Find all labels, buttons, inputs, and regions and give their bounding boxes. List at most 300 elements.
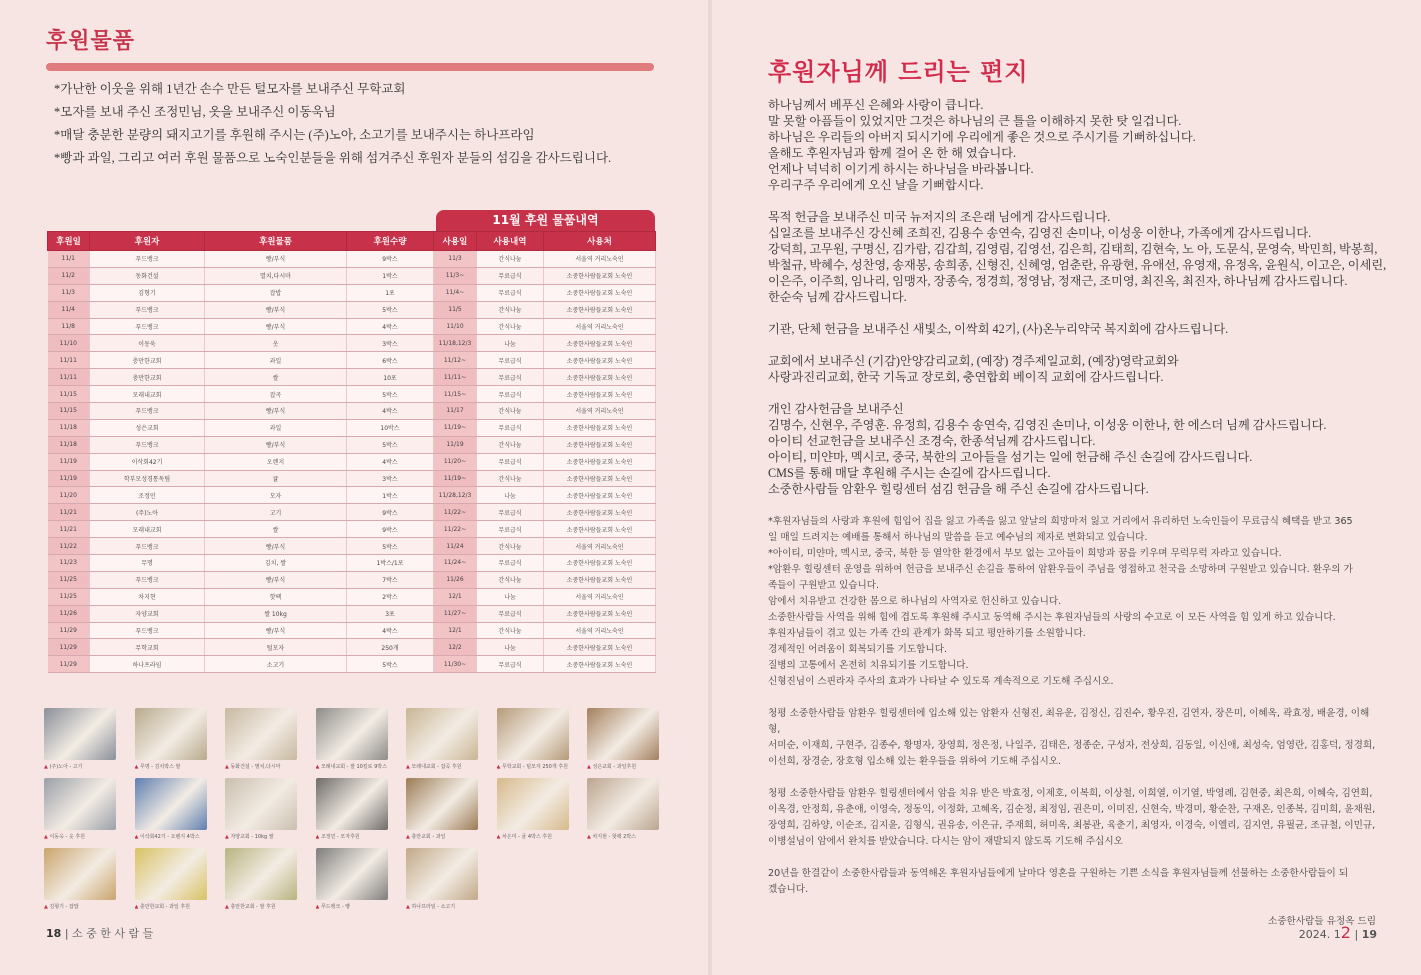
triangle-icon: ▲ — [315, 764, 321, 770]
table-cell: 옷 — [205, 335, 347, 352]
table-cell: 무명 — [90, 555, 205, 572]
table-cell: 서울역 거리노숙인 — [544, 318, 656, 335]
notes-line: 이병설님이 암에서 완치를 받았습니다. 다시는 암이 재발되지 않도록 기도해 주십시오 — [768, 836, 1123, 847]
table-cell: 차지현 — [90, 588, 205, 605]
table-cell: 12/1 — [434, 622, 477, 639]
notes-line: 이옥경, 안정희, 유춘애, 이영숙, 정동익, 이정화, 고혜옥, 김순정, 최정임, 권은미, 이미진, 신현숙, 박경미, 황순찬, 구재온, 인종복, 김미희, 윤채원, — [768, 804, 1376, 815]
photo-caption-text: 동화건설 - 멸치,다시마 — [230, 764, 281, 770]
table-cell: 11/29 — [48, 656, 90, 673]
table-cell: 빵/부식 — [205, 251, 347, 268]
table-cell: 무료급식 — [477, 369, 544, 386]
triangle-icon: ▲ — [406, 834, 412, 840]
table-cell: 간식나눔 — [477, 622, 544, 639]
triangle-icon: ▲ — [496, 834, 502, 840]
table-cell: 11/30~ — [434, 656, 477, 673]
photo-item — [587, 778, 659, 840]
table-cell: 푸드뱅크 — [90, 436, 205, 453]
table-cell: 핫팩 — [205, 588, 347, 605]
intro-block — [54, 78, 664, 170]
table-cell: 동화건설 — [90, 267, 205, 284]
table-row — [48, 453, 656, 470]
table-cell: 자양교회 — [90, 605, 205, 622]
table-cell: 빵/부식 — [205, 318, 347, 335]
table-cell: 1박스/1포 — [347, 555, 434, 572]
table-cell: 3박스 — [347, 335, 434, 352]
table-cell: 빵/부식 — [205, 622, 347, 639]
table-row — [48, 267, 656, 284]
table-header-cell: 사용처 — [544, 232, 656, 251]
photo-caption-text: 무명 - 김치박스 쌀 — [139, 764, 181, 770]
table-cell: 푸드뱅크 — [90, 538, 205, 555]
table-cell: 6박스 — [347, 352, 434, 369]
donation-photo — [587, 778, 659, 830]
folio-separator: | — [1354, 928, 1362, 941]
photo-item — [587, 708, 659, 770]
table-cell: 무료급식 — [477, 284, 544, 301]
triangle-icon: ▲ — [134, 834, 140, 840]
table-cell: 11/4 — [48, 301, 90, 318]
table-cell: 털모자 — [205, 639, 347, 656]
table-cell: 간식나눔 — [477, 318, 544, 335]
table-cell: 귤 — [205, 470, 347, 487]
table-cell: 5박스 — [347, 656, 434, 673]
table-cell: 소중한사람들교회 노숙인 — [544, 504, 656, 521]
table-cell: 3포 — [347, 605, 434, 622]
table-cell: 11/3 — [48, 284, 90, 301]
table-cell: 11/18,12/3 — [434, 335, 477, 352]
table-cell: 소고기 — [205, 656, 347, 673]
photo-caption-text: 자양교회 - 10kg 쌀 — [230, 834, 274, 840]
table-cell: 9박스 — [347, 521, 434, 538]
table-row — [48, 639, 656, 656]
table-cell: 성은교회 — [90, 419, 205, 436]
table-cell: 11/23 — [48, 555, 90, 572]
notes-line: *암환우 힐링센터 운영을 위하여 헌금을 보내주신 손길을 통하여 암환우들이 주님을 영접하고 천국을 소망하며 구원받고 있습니다. 환우의 가 — [768, 564, 1353, 575]
photo-item — [135, 708, 207, 770]
table-body — [48, 251, 656, 673]
photo-item — [406, 708, 478, 770]
table-cell: 과일 — [205, 352, 347, 369]
table-cell: 간식나눔 — [477, 436, 544, 453]
table-cell: 11/15 — [48, 403, 90, 420]
donation-photo — [44, 708, 116, 760]
table-cell: 11/8 — [48, 318, 90, 335]
table-cell: 김형기 — [90, 284, 205, 301]
table-row — [48, 386, 656, 403]
photo-item — [135, 778, 207, 840]
triangle-icon: ▲ — [587, 834, 593, 840]
triangle-icon: ▲ — [315, 904, 321, 910]
table-cell: 소중한사람들교회 노숙인 — [544, 436, 656, 453]
photo-caption — [316, 833, 388, 840]
table-cell: 소중한사람들교회 노숙인 — [544, 301, 656, 318]
letter-line: 개인 감사헌금을 보내주신 — [768, 402, 904, 416]
table-row — [48, 538, 656, 555]
photo-caption — [225, 833, 297, 840]
table-cell: 소중한사람들교회 노숙인 — [544, 487, 656, 504]
letter-line: 언제나 넉넉히 이기게 하시는 하나님을 바라봅니다. — [768, 162, 1034, 176]
donation-table — [47, 231, 656, 673]
table-cell: 무료급식 — [477, 555, 544, 572]
table-cell: 소중한사람들교회 노숙인 — [544, 470, 656, 487]
notes-line: 신형진님이 스핀라자 주사의 효과가 나타날 수 있도록 계속적으로 기도해 주십시오. — [768, 676, 1114, 687]
table-cell: 소중한사람들교회 노숙인 — [544, 605, 656, 622]
photo-caption — [44, 763, 116, 770]
photo-caption-text: 조정민 - 모자후원 — [320, 834, 360, 840]
table-cell: 11/19~ — [434, 419, 477, 436]
photo-item — [135, 848, 207, 910]
table-cell: 11/2 — [48, 267, 90, 284]
table-cell: 11/3 — [434, 251, 477, 268]
table-cell: 소중한사람들교회 노숙인 — [544, 267, 656, 284]
letter-line: 기관, 단체 헌금을 보내주신 새빛소, 이싹회 42기, (사)온누리약국 복지회에 감사드립니다. — [768, 322, 1229, 336]
photo-caption — [44, 903, 116, 910]
table-cell: 서울역 거리노숙인 — [544, 403, 656, 420]
photo-caption — [135, 833, 207, 840]
table-cell: 이삭회42기 — [90, 453, 205, 470]
notes-line: 후원자님들이 겪고 있는 가족 간의 관계가 화목 되고 평안하기를 소원합니다. — [768, 628, 1086, 639]
table-row — [48, 555, 656, 572]
letter-line: 소중한사람들 암환우 힐링센터 섬김 헌금을 해 주신 손길에 감사드립니다. — [768, 482, 1149, 496]
triangle-icon: ▲ — [225, 764, 231, 770]
table-cell: 11/20 — [48, 487, 90, 504]
table-cell: 무학교회 — [90, 639, 205, 656]
letter-line: CMS를 통해 매달 후원해 주시는 손길에 감사드립니다. — [768, 466, 1051, 480]
letter-paragraph — [768, 401, 1383, 497]
photo-item — [316, 778, 388, 840]
photo-caption — [225, 903, 297, 910]
table-cell: 11/11~ — [434, 369, 477, 386]
table-cell: 11/11 — [48, 352, 90, 369]
photo-caption-text: 모래내교회 - 쌀 10킬로 9박스 — [320, 764, 387, 770]
section-title: 후원물품 — [46, 29, 136, 54]
intro-line: *가난한 이웃을 위해 1년간 손수 만든 털모자를 보내주신 무학교회 — [54, 82, 406, 96]
photo-item — [497, 778, 569, 840]
photo-caption-text: 이동욱 - 옷 후원 — [49, 834, 85, 840]
notes-line: 청평 소중한사람들 암환우 힐링센터에 입소해 있는 암환자 신형진, 최유운, 김정신, 김진수, 황우진, 김연자, 장은미, 이혜옥, 곽효정, 배윤경, 이해형, — [768, 708, 1370, 735]
table-header-cell: 후원물품 — [205, 232, 347, 251]
table-row — [48, 419, 656, 436]
table-cell: 4박스 — [347, 453, 434, 470]
table-cell: 소중한사람들교회 노숙인 — [544, 352, 656, 369]
table-cell: 2박스 — [347, 588, 434, 605]
table-cell: 12/1 — [434, 588, 477, 605]
table-row — [48, 284, 656, 301]
letter-line: 하나님은 우리들의 아버지 되시기에 우리에게 좋은 것으로 주시기를 기뻐하십니다. — [768, 130, 1196, 144]
table-cell: 11/19 — [48, 470, 90, 487]
table-cell: 모자 — [205, 487, 347, 504]
notes-line: 암에서 치유받고 건강한 몸으로 하나님의 사역자로 헌신하고 있습니다. — [768, 596, 1062, 607]
left-page — [0, 0, 710, 975]
table-cell: 빵/부식 — [205, 403, 347, 420]
table-cell: 11/26 — [434, 571, 477, 588]
table-row — [48, 470, 656, 487]
table-cell: 고기 — [205, 504, 347, 521]
table-cell: 무료급식 — [477, 504, 544, 521]
table-cell: 빵/부식 — [205, 571, 347, 588]
photo-caption-text: 충만교회 - 과일 — [411, 834, 446, 840]
table-cell: 250개 — [347, 639, 434, 656]
letter-line: 말 못할 아픔들이 있었지만 그것은 하나님의 큰 틀을 이해하지 못한 탓 일겁니다. — [768, 114, 1182, 128]
table-cell: 11/1 — [48, 251, 90, 268]
table-cell: 11/24 — [434, 538, 477, 555]
notes-line: 질병의 고통에서 온전히 치유되기를 기도합니다. — [768, 660, 969, 671]
photo-caption-text: 차지현 - 핫팩 2박스 — [592, 834, 637, 840]
table-cell: 푸드뱅크 — [90, 622, 205, 639]
table-cell: 11/19 — [48, 453, 90, 470]
table-cell: 소중한사람들교회 노숙인 — [544, 656, 656, 673]
table-cell: 쌀 10kg — [205, 605, 347, 622]
table-cell: 충만한교회 — [90, 352, 205, 369]
table-cell: 오렌지 — [205, 453, 347, 470]
table-cell: 소중한사람들교회 노숙인 — [544, 386, 656, 403]
table-row — [48, 571, 656, 588]
donation-photo — [497, 778, 569, 830]
table-cell: 4박스 — [347, 622, 434, 639]
photo-caption-text: 모래내교회 - 잡곡 후원 — [411, 764, 462, 770]
photo-item — [316, 848, 388, 910]
donation-photo — [587, 708, 659, 760]
notes-line: 겠습니다. — [768, 884, 809, 895]
table-cell: 멸치,다시마 — [205, 267, 347, 284]
photo-item — [225, 778, 297, 840]
letter-line: 우리구주 우리에게 오신 날을 기뻐합시다. — [768, 178, 984, 192]
signature: 소중한사람들 유정옥 드림 — [1267, 916, 1376, 927]
intro-line: *모자를 보내 주신 조정민님, 옷을 보내주신 이동욱님 — [54, 105, 336, 119]
photo-caption-text: 이삭회42기 - 오렌지 4박스 — [139, 834, 200, 840]
photo-caption — [44, 833, 116, 840]
table-cell: 1박스 — [347, 267, 434, 284]
table-cell: 빵/부식 — [205, 301, 347, 318]
table-cell: 푸드뱅크 — [90, 318, 205, 335]
donation-photo — [44, 848, 116, 900]
page-number: 18 — [46, 927, 62, 940]
table-row — [48, 335, 656, 352]
letter-line: 올해도 후원자님과 함께 걸어 온 한 해 였습니다. — [768, 146, 1017, 160]
table-cell: 소중한사람들교회 노숙인 — [544, 639, 656, 656]
table-cell: 11/26 — [48, 605, 90, 622]
photo-item — [44, 708, 116, 770]
triangle-icon: ▲ — [134, 904, 140, 910]
table-cell: 소중한사람들교회 노숙인 — [544, 521, 656, 538]
table-cell: 간식나눔 — [477, 301, 544, 318]
table-cell: 푸드뱅크 — [90, 301, 205, 318]
letter-line: 사랑과진리교회, 한국 기독교 장로회, 충연합회 베이직 교회에 감사드립니다. — [768, 370, 1164, 384]
table-cell: 11/20~ — [434, 453, 477, 470]
section-rule — [46, 63, 654, 71]
photo-caption-text: 충만한교회 - 쌀 후원 — [230, 904, 276, 910]
table-cell: 무료급식 — [477, 605, 544, 622]
table-cell: 11/25 — [48, 571, 90, 588]
table-cell: 조정민 — [90, 487, 205, 504]
table-row — [48, 369, 656, 386]
table-cell: 11/21 — [48, 504, 90, 521]
table-row — [48, 436, 656, 453]
table-cell: 11/19~ — [434, 470, 477, 487]
notes-paragraph — [768, 514, 1380, 690]
table-cell: 소중한사람들교회 노숙인 — [544, 571, 656, 588]
photo-caption — [225, 763, 297, 770]
table-cell: 간식나눔 — [477, 403, 544, 420]
photo-caption — [406, 763, 478, 770]
table-cell: 11/25 — [48, 588, 90, 605]
letter-line: 박철규, 박혜수, 성찬영, 송재봉, 송희종, 신형진, 신혜영, 엄춘란, 유광현, 유애선, 유영재, 유정옥, 윤원식, 이고은, 이세린, — [768, 258, 1387, 272]
notes-paragraph — [768, 866, 1380, 898]
table-cell: 11/10 — [434, 318, 477, 335]
triangle-icon: ▲ — [496, 764, 502, 770]
notes-line: 청평 소중한사람들 암환우 힐링센터에서 암을 치유 받은 박효정, 이제호, 이복희, 이상철, 이희열, 이기열, 박영례, 김현중, 최은희, 이혜숙, 김연희, — [768, 788, 1373, 799]
table-cell: 나눔 — [477, 588, 544, 605]
table-row — [48, 301, 656, 318]
photo-caption-text: 성은교회 - 과일후원 — [592, 764, 637, 770]
issue-date-prefix: 2024. 1 — [1298, 928, 1341, 941]
photo-item — [406, 778, 478, 840]
triangle-icon: ▲ — [406, 764, 412, 770]
photo-caption — [497, 763, 569, 770]
table-row — [48, 487, 656, 504]
table-header-cell: 사용내역 — [477, 232, 544, 251]
donation-photo — [135, 848, 207, 900]
donation-photo — [316, 848, 388, 900]
letter-title: 후원자님께 드리는 편지 — [768, 58, 1029, 86]
table-cell: 11/19 — [434, 436, 477, 453]
table-cell: 11/15 — [48, 386, 90, 403]
photo-caption-text: 김형기 - 잡밥 — [49, 904, 79, 910]
table-cell: 학부모성경통독팀 — [90, 470, 205, 487]
photo-caption — [316, 763, 388, 770]
table-cell: 쌀 — [205, 521, 347, 538]
table-caption: 11월 후원 물품내역 — [436, 210, 655, 231]
photo-caption — [135, 903, 207, 910]
table-cell: 11/15~ — [434, 386, 477, 403]
donation-photo — [135, 778, 207, 830]
table-cell: 무료급식 — [477, 267, 544, 284]
table-cell: 3박스 — [347, 470, 434, 487]
photo-caption-text: 푸드뱅크 - 빵 — [320, 904, 351, 910]
photo-caption-text: (주)노아 - 고기 — [49, 764, 83, 770]
table-cell: 충만한교회 — [90, 369, 205, 386]
table-cell: 빵/부식 — [205, 436, 347, 453]
table-cell: 11/22 — [48, 538, 90, 555]
table-cell: 9박스 — [347, 504, 434, 521]
photo-caption — [406, 903, 478, 910]
folio-right — [1299, 923, 1377, 942]
photo-caption — [587, 763, 659, 770]
table-cell: 나눔 — [477, 487, 544, 504]
donation-photo — [135, 708, 207, 760]
photo-item — [497, 708, 569, 770]
table-cell: 11/11 — [48, 369, 90, 386]
table-cell: 소중한사람들교회 노숙인 — [544, 555, 656, 572]
photo-caption — [316, 903, 388, 910]
table-cell: 서울역 거리노숙인 — [544, 538, 656, 555]
table-cell: 서울역 거리노숙인 — [544, 622, 656, 639]
table-cell: 5박스 — [347, 538, 434, 555]
page-number: 19 — [1361, 928, 1377, 941]
letter-line: 김명수, 신현우, 주영훈. 유정희, 김용수 송연숙, 김영진 손미나, 이성웅 이한나, 한 에스더 님께 감사드립니다. — [768, 418, 1327, 432]
table-cell: 소중한사람들교회 노숙인 — [544, 284, 656, 301]
letter-line: 한순숙 님께 감사드립니다. — [768, 290, 907, 304]
letter-notes — [768, 514, 1380, 930]
table-cell: 1포 — [347, 284, 434, 301]
notes-line: 경제적인 어려움이 회복되기를 기도합니다. — [768, 644, 948, 655]
table-cell: 과일 — [205, 419, 347, 436]
table-cell: 무료급식 — [477, 453, 544, 470]
right-page — [712, 0, 1421, 975]
table-cell: 간식나눔 — [477, 571, 544, 588]
table-cell: 김치, 쌀 — [205, 555, 347, 572]
photo-item — [225, 848, 297, 910]
notes-line: 서미순, 이재희, 구현주, 김종수, 황명자, 장영희, 정은정, 나일주, 김태은, 정종순, 구성자, 전상희, 김동일, 이신애, 최성숙, 엄영란, 김홍덕, 정경희, — [768, 740, 1376, 751]
table-row — [48, 352, 656, 369]
notes-line: 이선희, 장경순, 장호형 입소해 있는 환우들을 위하여 기도해 주십시오. — [768, 756, 1062, 767]
triangle-icon: ▲ — [225, 904, 231, 910]
photo-caption — [406, 833, 478, 840]
donation-photo — [225, 778, 297, 830]
table-cell: 11/18 — [48, 419, 90, 436]
table-cell: 5박스 — [347, 436, 434, 453]
table-cell: 9박스 — [347, 251, 434, 268]
donation-photo — [225, 848, 297, 900]
donation-photo — [225, 708, 297, 760]
table-cell: 11/24~ — [434, 555, 477, 572]
donation-photo — [406, 778, 478, 830]
table-cell: 푸드뱅크 — [90, 251, 205, 268]
photo-item — [44, 848, 116, 910]
table-cell: 4박스 — [347, 318, 434, 335]
letter-line: 아이티 선교헌금을 보내주신 조경숙, 한종석님께 감사드립니다. — [768, 434, 1096, 448]
table-cell: 무료급식 — [477, 352, 544, 369]
triangle-icon: ▲ — [225, 834, 231, 840]
table-cell: 11/3~ — [434, 267, 477, 284]
donation-photo — [497, 708, 569, 760]
letter-line: 아이티, 미얀마, 멕시코, 중국, 북한의 고아들을 섬기는 일에 헌금해 주신 손길에 감사드립니다. — [768, 450, 1253, 464]
letter-line: 하나님께서 베푸신 은혜와 사랑이 큽니다. — [768, 98, 984, 112]
donation-photo — [316, 778, 388, 830]
triangle-icon: ▲ — [406, 904, 412, 910]
photo-item — [316, 708, 388, 770]
table-cell: 잡곡 — [205, 386, 347, 403]
table-row — [48, 656, 656, 673]
notes-line: *후원자님들의 사랑과 후원에 힘입어 집을 잃고 가족을 잃고 앞날의 희망마저 잃고 거리에서 유리하던 노숙인들이 무료급식 혜택을 받고 365 — [768, 516, 1353, 527]
letter-paragraph — [768, 353, 1383, 385]
table-cell: 빵/부식 — [205, 538, 347, 555]
donation-photo — [406, 848, 478, 900]
folio-label: 소 중 한 사 람 들 — [72, 927, 154, 940]
donation-photo — [44, 778, 116, 830]
photo-caption — [587, 833, 659, 840]
table-cell: 무료급식 — [477, 521, 544, 538]
triangle-icon: ▲ — [44, 904, 50, 910]
table-cell: 11/27~ — [434, 605, 477, 622]
table-cell: 이동욱 — [90, 335, 205, 352]
photo-caption-text: 차은미 - 귤 4박스 후원 — [501, 834, 552, 840]
table-cell: 소중한사람들교회 노숙인 — [544, 335, 656, 352]
triangle-icon: ▲ — [587, 764, 593, 770]
table-cell: 소중한사람들교회 노숙인 — [544, 369, 656, 386]
table-cell: 서울역 거리노숙인 — [544, 588, 656, 605]
table-cell: 11/28,12/3 — [434, 487, 477, 504]
table-cell: 11/22~ — [434, 521, 477, 538]
photo-item — [44, 778, 116, 840]
table-row — [48, 318, 656, 335]
table-cell: 간식나눔 — [477, 470, 544, 487]
donation-photo — [406, 708, 478, 760]
table-cell: 무료급식 — [477, 419, 544, 436]
intro-line: *빵과 과일, 그리고 여러 후원 물품으로 노숙인분들을 위해 섬겨주신 후원자 분들의 섬김을 감사드립니다. — [54, 151, 612, 165]
table-cell: 12/2 — [434, 639, 477, 656]
notes-paragraph — [768, 706, 1380, 770]
